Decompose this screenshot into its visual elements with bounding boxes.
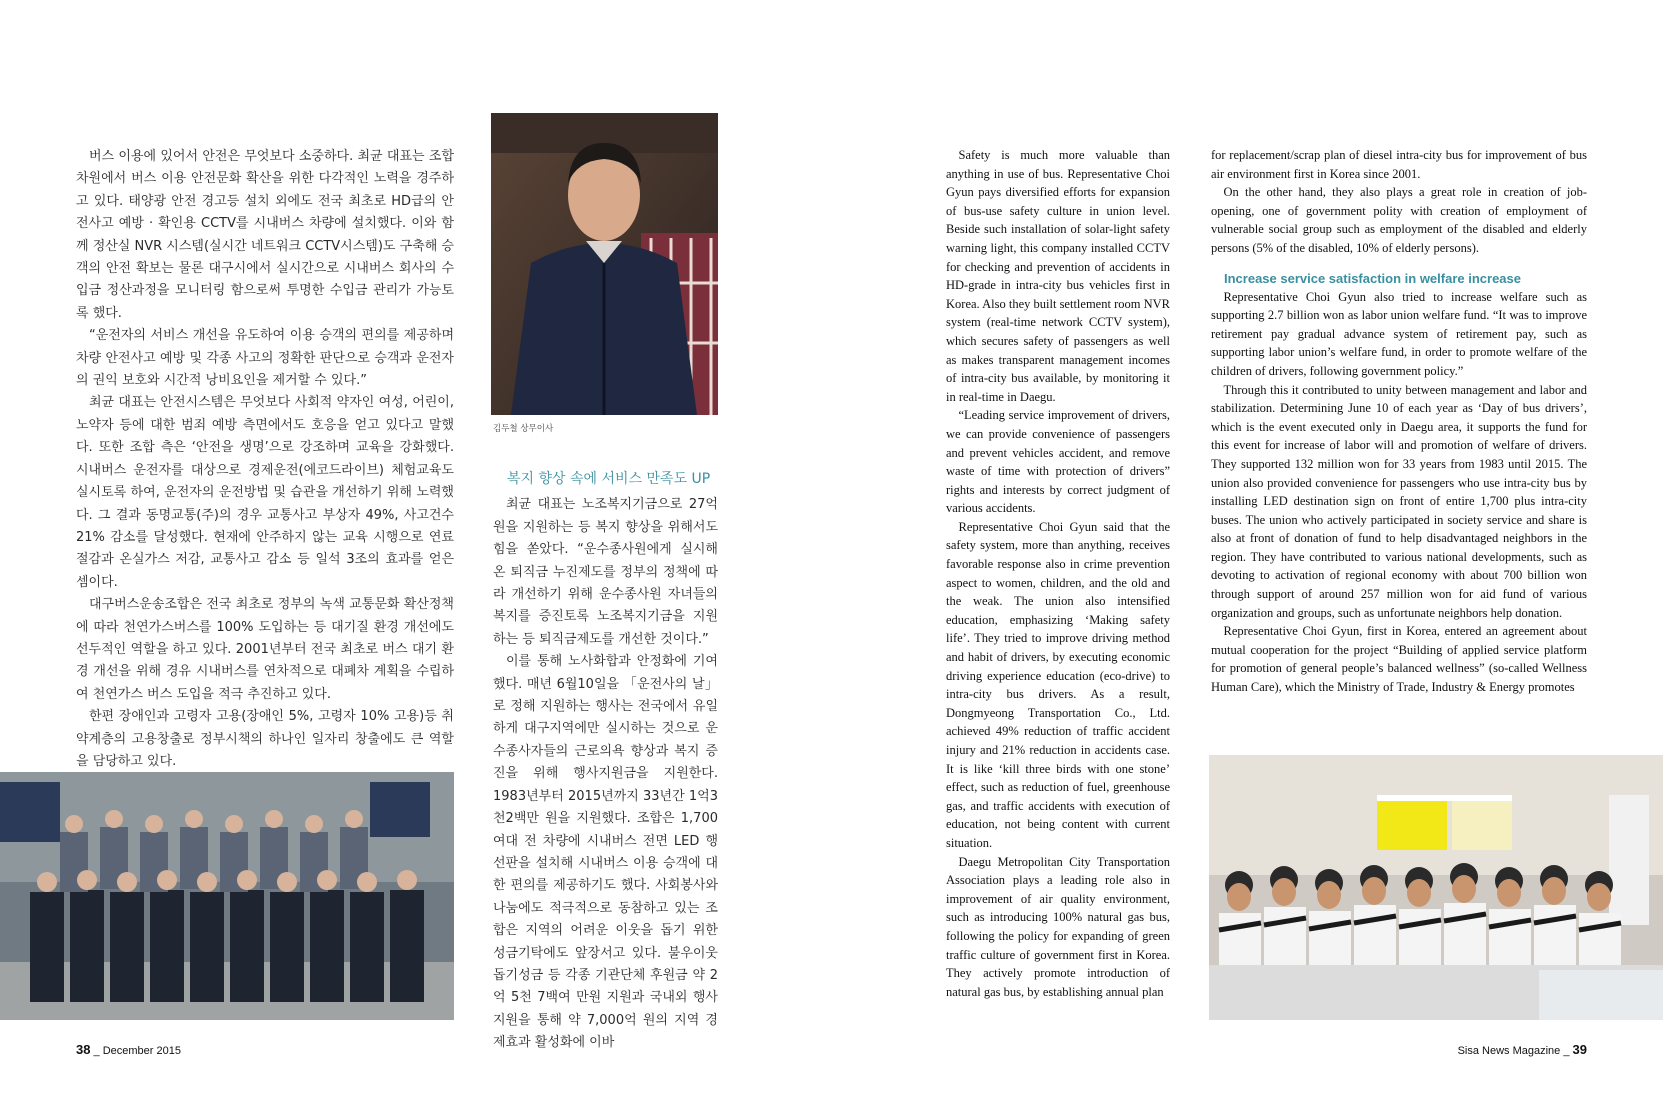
paragraph: Safety is much more valuable than anything in use of bus. Representative Choi Gyun pays diversified efforts for expansion of bus-use safety culture in union level. Beside such installation of solar-light safety warning light, this company installed CCTV for checking and prevention of accidents in HD-grade in intra-city bus vehicles first in Korea. Also they built settlement room NVR system (real-time network CCTV system), which secures safety of passengers as well as makes transparent management incomes of intra-city bus available, by monitoring it in real-time in Daegu.: [946, 148, 1170, 404]
right-col2-text: [1211, 146, 1587, 697]
right-col1-text: [946, 146, 1170, 1001]
footer-issue: December 2015: [102, 1045, 181, 1057]
paragraph: “운전자의 서비스 개선을 유도하여 이용 승객의 편의를 제공하며 차량 안전사고 예방 및 각종 사고의 정확한 판단으로 승객과 운전자의 권익 보호와 시간적 낭비요인을 제거할 수 있다.”: [76, 328, 454, 389]
left-col2-text: [493, 468, 718, 1055]
section-heading: 복지 향상 속에 서비스 만족도 UP: [507, 471, 711, 487]
footer-magazine: Sisa News Magazine: [1457, 1045, 1561, 1057]
paragraph: Through this it contributed to unity between management and labor and stabilization. Determining June 10 of each year as ‘Day of bus drivers’, which is the event executed only in Daegu area, it supports the fund for this event for increase of labor will and promotion of welfare of drivers. They supported 132 million won for 33 years from 1983 until 2015. The union also provided convenience for passengers who use intra-city bus by installing LED destination sign on front of entire 1,700 plus intra-city buses. The union who actively participated in society service and share is also at front of donation of fund to help disadvantaged neighbors in the region. They have contributed to various national developments, such as devoting to activation of regional economy with about 700 billion won through support of around 257 million won for aid fund of various organization and groups, such as unfortunate neighbors help donation.: [1211, 382, 1587, 620]
paragraph: 한편 장애인과 고령자 고용(장애인 5%, 고령자 10% 고용)등 취약계층의 고용창출로 정부시책의 하나인 일자리 창출에도 큰 역할을 담당하고 있다.: [76, 709, 454, 769]
paragraph: 이를 통해 노사화합과 안정화에 기여했다. 매년 6월10일을 「운전사의 날」로 정해 지원하는 행사는 전국에서 유일하게 대구지역에만 실시하는 것으로 운수종사자들의 근로의욕 향상과 복지 증진을 위해 행사지원금을 지원한다. 1983년부터 2015년까지 33년간 1억3천2백만 원을 지원했다. 조합은 1,700여대 전 차량에 시내버스 전면 LED 행선판을 설치해 시내버스 이용 승객에 대한 편의를 제공하기도 했다. 사회봉사와 나눔에도 적극적으로 동참하고 있는 조합은 지역의 어려운 이웃을 돕기 위한 성금기탁에도 앞장서고 있다. 불우이웃돕기성금 등 각종 기관단체 후원금 약 2억 5천 7백여 만원 지원과 국내외 행사 지원을 통해 약 7,000억 원의 지역 경제효과 활성화에 이바: [493, 654, 718, 1051]
paragraph: 최균 대표는 안전시스템은 무엇보다 사회적 약자인 여성, 어린이, 노약자 등에 대한 범죄 예방 측면에서도 호응을 얻고 있다고 말했다. 또한 조합 측은 ‘안전을 생명’으로 강조하며 교육을 강화했다. 시내버스 운전자를 대상으로 경제운전(에코드라이브) 체험교육도 실시토록 하여, 운전자의 운전방법 및 습관을 개선하기 위해 노력했다. 그 결과 동명교통(주)의 경우 교통사고 부상자 49%, 사고건수 21% 감소를 달성했다. 현재에 안주하지 않는 교육 시행으로 연료절감과 온실가스 저감, 교통사고 감소 등 일석 3조의 효과를 얻은 셈이다.: [76, 395, 454, 590]
left-col1-text: [76, 146, 454, 773]
left-footer: [76, 1042, 181, 1057]
paragraph: Representative Choi Gyun, first in Korea, entered an agreement about mutual cooperation for the project “Building of applied service platform for promotion of general people’s balanced wellness” (so-called Wellness Human Care), which the Ministry of Trade, Industry & Energy promotes: [1211, 624, 1587, 695]
section-heading: Increase service satisfaction in welfare increase: [1224, 270, 1522, 286]
paragraph: 최균 대표는 노조복지기금으로 27억 원을 지원하는 등 복지 향상을 위해서도 힘을 쏟았다. “운수종사원에게 실시해 온 퇴직금 누진제도를 정부의 정책에 따라 개선하기 위해 운수종사원 자녀들의 복지를 증진토록 노조복지기금을 지원하는 등 퇴직금제도를 개선한 것이다.”: [493, 497, 718, 647]
page-number: 39: [1572, 1042, 1587, 1057]
footer-separator: _: [1563, 1045, 1573, 1057]
paragraph: Representative Choi Gyun said that the safety system, more than anything, receives favorable response also in crime prevention aspect to women, children, and the old and the weak. The union also intensified education, emphasizing ‘Making safety life’. They tried to improve driving method and habit of drivers, by executing economic driving experience education (eco-drive) to intra-city bus drivers. As a result, Dongmyeong Transportation Co., Ltd. achieved 49% reduction of traffic accident injury and 21% reduction in accidents case. It is like ‘kill three birds with one stone’ effect, such as reduction of fuel, greenhouse gas, and traffic accidents with execution of education, not being content with current situation.: [946, 519, 1170, 850]
footer-separator: _: [93, 1045, 103, 1057]
paragraph: 대구버스운송조합은 전국 최초로 정부의 녹색 교통문화 확산정책에 따라 천연가스버스를 100% 도입하는 등 대기질 환경 개선에도 선두적인 역할을 하고 있다. 2001년부터 전국 최초로 버스 대기 환경 개선을 위해 경유 시내버스를 연차적으로 대폐차 계획을 수립하여 천연가스 버스 도입을 적극 추진하고 있다.: [76, 597, 454, 702]
right-footer: [1458, 1042, 1587, 1057]
paragraph: for replacement/scrap plan of diesel intra-city bus for improvement of bus air environment first in Korea since 2001.: [1211, 148, 1587, 181]
paragraph: “Leading service improvement of drivers, we can provide convenience of passengers and prevent vehicles accident, and remove waste of time with protection of drivers” rights and interests by correct judgment of various accidents.: [946, 408, 1170, 516]
paragraph: Daegu Metropolitan City Transportation Association plays a leading role also in improvement of air quality environment, such as introducing 100% natural gas bus, following the policy for expanding of green traffic culture of government first in Korea. They actively promote introduction of natural gas bus, by establishing annual plan: [946, 854, 1170, 999]
paragraph: On the other hand, they also plays a great role in creation of job-opening, one of government polity with creation of employment of vulnerable social group such as employment of the disabled and elderly persons (5% of the disabled, 10% of elderly persons).: [1211, 185, 1587, 255]
paragraph: Representative Choi Gyun also tried to increase welfare such as supporting 2.7 billion won as labor union welfare fund. “It was to improve retirement pay gradual advance system of retirement pay, such as supporting labor union’s welfare fund, in order to promote welfare of the children of drivers, following government policy.”: [1211, 289, 1587, 378]
classroom-photo: [1209, 755, 1663, 1020]
group-photo: [0, 772, 454, 1020]
page-number: 38: [76, 1042, 91, 1057]
portrait-photo: [491, 113, 718, 415]
photo-caption: 김두철 상무이사: [493, 424, 554, 434]
paragraph: 버스 이용에 있어서 안전은 무엇보다 소중하다. 최균 대표는 조합 차원에서 버스 이용 안전문화 확산을 위한 다각적인 노력을 경주하고 있다. 태양광 안전 경고등 설치 외에도 전국 최초로 HD급의 안전사고 예방 · 확인용 CCTV를 시내버스 차량에 설치했다. 이와 함께 정산실 NVR 시스템(실시간 네트워크 CCTV시스템)도 구축해 승객의 안전 확보는 물론 대구시에서 실시간으로 시내버스 회사의 수입금 정산과정을 모니터링 함으로써 투명한 수입금 관리가 가능토록 했다.: [76, 149, 454, 321]
